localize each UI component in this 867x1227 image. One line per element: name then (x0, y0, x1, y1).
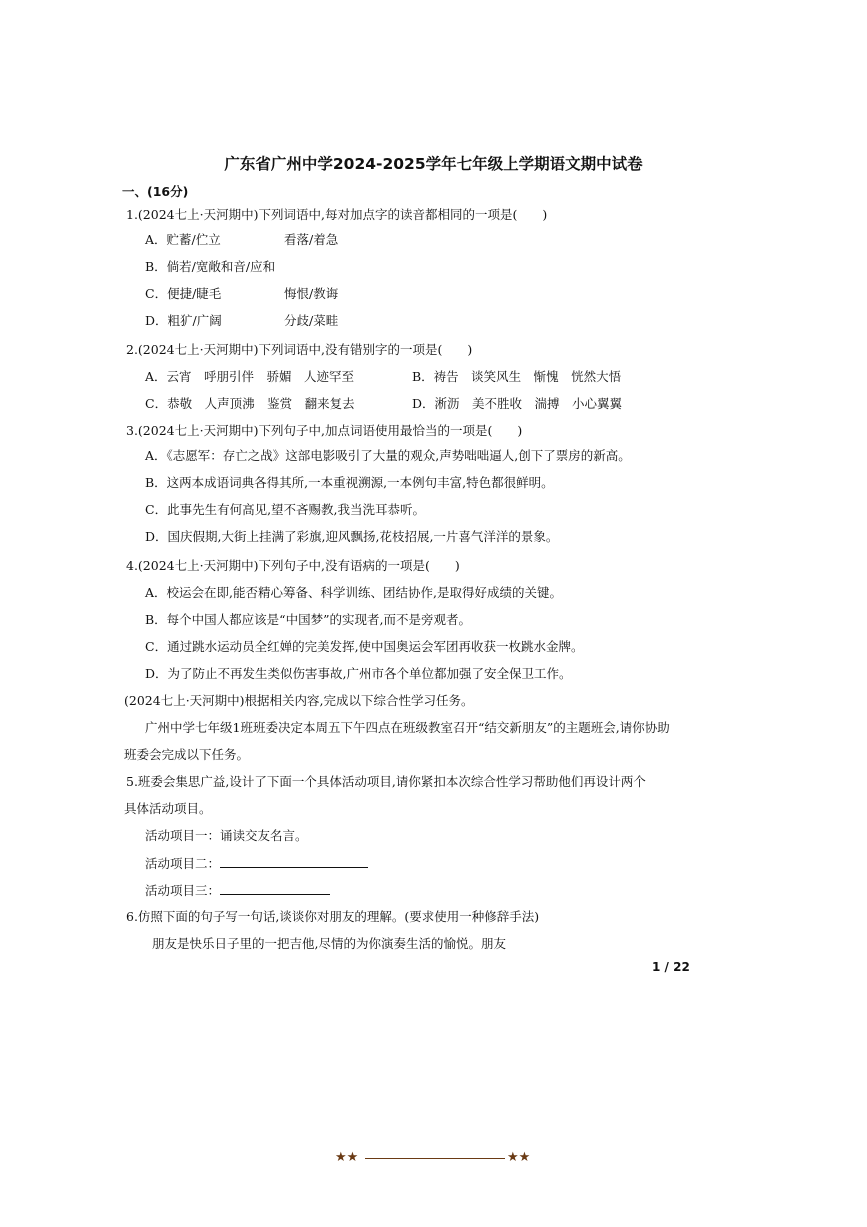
question-3-stem: 3.(2024七上·天河期中)下列句子中,加点词语使用最恰当的一项是( ) (126, 423, 523, 438)
question-2-stem: 2.(2024七上·天河期中)下列词语中,没有错别字的一项是( ) (126, 342, 473, 357)
q3-option-b: B．这两本成语词典各得其所,一本重视溯源,一本例句丰富,特色都很鲜明。 (145, 475, 554, 490)
page-number: 1 / 22 (652, 960, 690, 974)
q2-option-c: C．恭敬 人声顶沸 鉴赏 翻来复去 (145, 396, 355, 411)
task-intro-text-cont: 班委会完成以下任务。 (124, 747, 250, 762)
q4-option-d: D．为了防止不再发生类似伤害事故,广州市各个单位都加强了安全保卫工作。 (145, 666, 572, 681)
q1-option-b: B．倘若/宽敞和音/应和 (145, 259, 276, 274)
question-4-stem: 4.(2024七上·天河期中)下列句子中,没有语病的一项是( ) (126, 558, 460, 573)
q3-option-a: A．《志愿军：存亡之战》这部电影吸引了大量的观众,声势咄咄逼人,创下了票房的新高。 (145, 448, 631, 463)
answer-blank-3[interactable] (220, 882, 330, 895)
activity-item-1: 活动项目一：诵读交友名言。 (145, 828, 308, 843)
q3-option-c: C．此事先生有何高见,望不吝赐教,我当洗耳恭听。 (145, 502, 426, 517)
q2-option-b: B．祷告 谈笑风生 惭愧 恍然大悟 (412, 369, 622, 384)
q2-option-a: A．云宵 呼朋引伴 骄媚 人迹罕至 (145, 369, 355, 384)
exam-title: 广东省广州中学2024-2025学年七年级上学期语文期中试卷 (224, 155, 643, 173)
section-heading: 一、(16分) (122, 184, 189, 199)
footer-rule (365, 1158, 505, 1159)
footer-ornament (335, 1150, 535, 1170)
q3-option-d: D．国庆假期,大街上挂满了彩旗,迎风飘扬,花枝招展,一片喜气洋洋的景象。 (145, 529, 559, 544)
activity-item-3 (145, 882, 330, 899)
star-icon-right: ★★ (507, 1150, 531, 1165)
q1-option-d-pair2: 分歧/菜畦 (284, 313, 339, 328)
q1-option-c-pair2: 悔恨/教诲 (284, 286, 339, 301)
q4-option-c: C．通过跳水运动员全红婵的完美发挥,使中国奥运会军团再收获一枚跳水金牌。 (145, 639, 584, 654)
q4-option-a: A．校运会在即,能否精心筹备、科学训练、团结协作,是取得好成绩的关键。 (145, 585, 562, 600)
q1-option-d: D．粗犷/广阔 (145, 313, 222, 328)
star-icon-left: ★★ (335, 1150, 359, 1165)
q2-option-d: D．淅沥 美不胜收 湍搏 小心翼翼 (412, 396, 623, 411)
q1-option-a-pair2: 看落/着急 (284, 232, 339, 247)
task-intro-source: (2024七上·天河期中)根据相关内容,完成以下综合性学习任务。 (124, 693, 474, 708)
question-1-stem: 1.(2024七上·天河期中)下列词语中,每对加点字的读音都相同的一项是( ) (126, 207, 548, 222)
question-5-stem-cont: 具体活动项目。 (124, 801, 212, 816)
q4-option-b: B．每个中国人都应该是“中国梦”的实现者,而不是旁观者。 (145, 612, 471, 627)
task-intro-text: 广州中学七年级1班班委决定本周五下午四点在班级教室召开“结交新朋友”的主题班会,请你协助 (145, 720, 670, 735)
activity-item-3-label: 活动项目三： (145, 883, 221, 898)
q1-option-a: A．贮蓄/伫立 (145, 232, 221, 247)
question-6-stem: 6.仿照下面的句子写一句话,谈谈你对朋友的理解。(要求使用一种修辞手法) (126, 909, 540, 924)
q1-option-c: C．便捷/睫毛 (145, 286, 222, 301)
question-6-model-sentence: 朋友是快乐日子里的一把吉他,尽情的为你演奏生活的愉悦。朋友 (152, 936, 506, 951)
activity-item-2 (145, 855, 368, 872)
question-5-stem: 5.班委会集思广益,设计了下面一个具体活动项目,请你紧扣本次综合性学习帮助他们再设计两个 (126, 774, 646, 789)
activity-item-2-label: 活动项目二： (145, 856, 221, 871)
answer-blank-2[interactable] (220, 855, 368, 868)
